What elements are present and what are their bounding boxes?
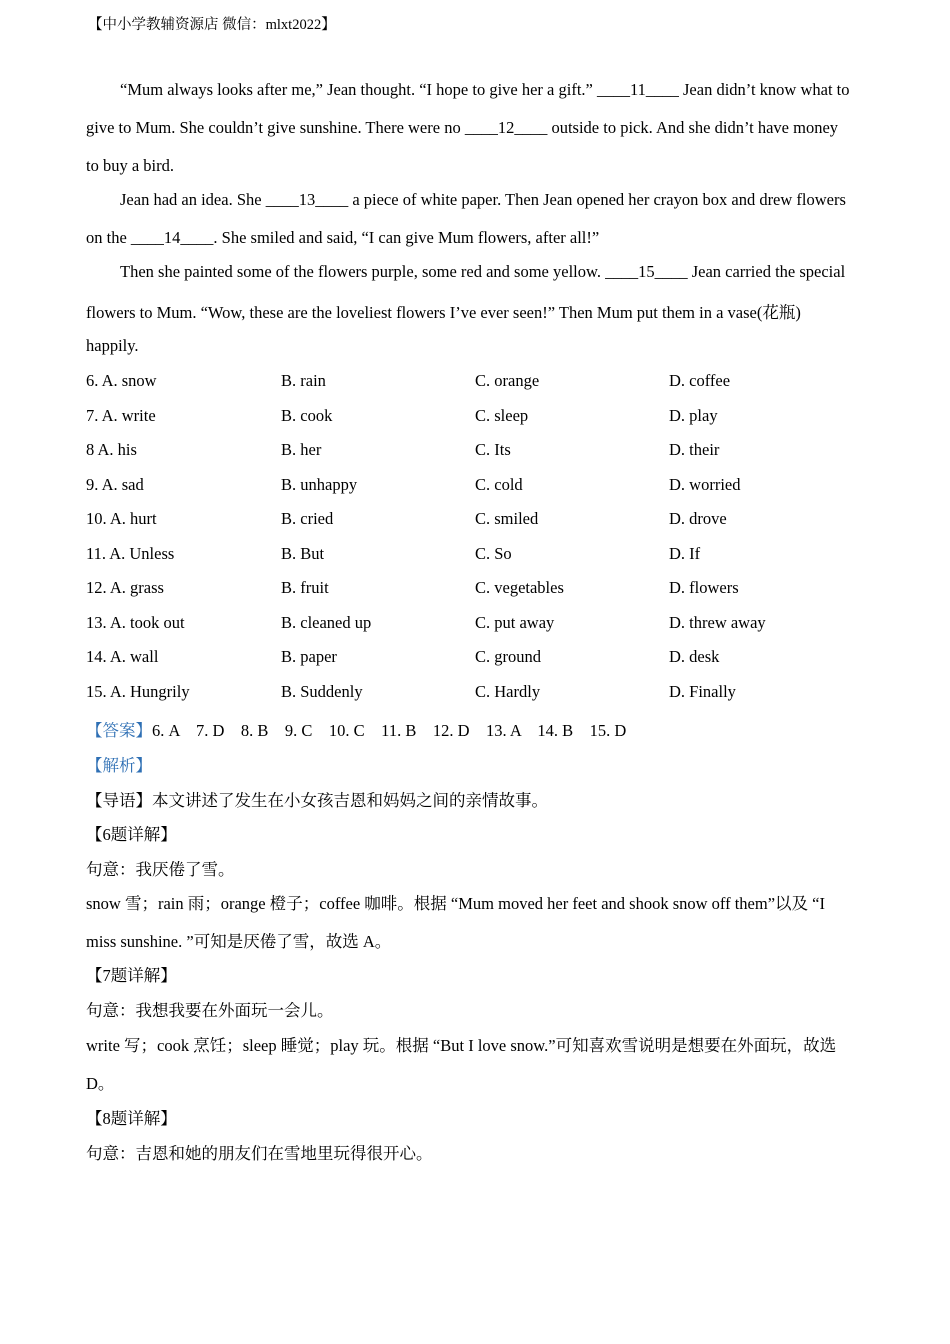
option-cell: 13. A. took out: [86, 612, 185, 632]
text-span: flowers to Mum. “Wow, these are the loveliest flowers I’ve ever seen!” Then Mum put them in a vase(花瓶): [86, 303, 801, 322]
text-span: . She smiled and said, “I can give Mum flowers, after all!”: [213, 228, 600, 247]
sentence-meaning: 句意：吉恩和她的朋友们在雪地里玩得很开心。: [86, 1144, 433, 1163]
passage-line: [86, 118, 838, 138]
page-header: 【中小学教辅资源店 微信：mlxt2022】: [88, 17, 336, 33]
option-cell: 7. A. write: [86, 405, 156, 425]
text-span: Jean had an idea. She: [120, 190, 266, 209]
option-cell: D. play: [669, 405, 718, 425]
text-span: Jean didn’t know what to: [678, 80, 850, 99]
blank-15: ____15____: [605, 262, 688, 281]
option-cell: 12. A. grass: [86, 578, 164, 597]
option-cell: D. drove: [669, 509, 727, 528]
option-cell: C. smiled: [475, 509, 539, 528]
text-span: on the: [86, 228, 131, 247]
text-span: “Mum always looks after me,” Jean thought. “I hope to give her a gift.”: [120, 80, 597, 99]
passage-line: [86, 299, 801, 323]
text-span: to buy a bird.: [86, 156, 174, 175]
option-cell: D. their: [669, 440, 720, 459]
blank-11: ____11____: [596, 80, 679, 99]
explanation-line: miss sunshine. ”可知是厌倦了雪，故选 A。: [86, 932, 392, 951]
passage-line: [120, 80, 850, 100]
passage-line: [120, 190, 846, 210]
blank-12: ____12____: [464, 118, 548, 137]
option-cell: 11. A. Unless: [86, 543, 175, 563]
option-cell: C. put away: [475, 612, 555, 632]
option-cell: C. Hardly: [475, 681, 541, 701]
option-cell: C. cold: [475, 474, 523, 494]
option-cell: C. So: [475, 543, 512, 563]
option-cell: 6. A. snow: [86, 371, 157, 390]
answer-line: [86, 717, 626, 741]
option-cell: B. fruit: [281, 578, 329, 597]
option-cell: B. unhappy: [281, 474, 358, 494]
text-span: outside to pick. And she didn’t have money: [547, 118, 839, 137]
option-cell: C. sleep: [475, 405, 529, 425]
question-heading: 【7题详解】: [86, 966, 177, 985]
explanation-line: write 写；cook 烹饪；sleep 睡觉；play 玩。根据 “But I love snow.”可知喜欢雪说明是想要在外面玩，故选: [86, 1036, 837, 1055]
option-cell: B. cried: [281, 509, 334, 528]
sentence-meaning: 句意：我厌倦了雪。: [86, 860, 235, 879]
option-cell: 14. A. wall: [86, 647, 159, 666]
answer-label: 【答案】: [86, 721, 152, 740]
explanation-line: snow 雪；rain 雨；orange 橙子；coffee 咖啡。根据 “Mum moved her feet and shook snow off them”以及 “I: [86, 894, 825, 913]
option-cell: 10. A. hurt: [86, 509, 157, 528]
option-cell: B. her: [281, 440, 322, 459]
intro-line: 【导语】本文讲述了发生在小女孩吉恩和妈妈之间的亲情故事。: [86, 791, 548, 810]
passage-line: [120, 262, 845, 282]
analysis-label: 【解析】: [86, 756, 152, 775]
option-cell: B. cleaned up: [281, 612, 372, 632]
option-cell: B. Suddenly: [281, 681, 363, 701]
option-cell: B. cook: [281, 405, 333, 425]
option-cell: B. paper: [281, 647, 337, 666]
text-span: give to Mum. She couldn’t give sunshine. There were no: [86, 118, 465, 137]
option-cell: B. But: [281, 543, 325, 563]
sentence-meaning: 句意：我想我要在外面玩一会儿。: [86, 1001, 334, 1020]
option-cell: D. desk: [669, 647, 720, 666]
option-cell: D. Finally: [669, 681, 736, 701]
option-cell: B. rain: [281, 371, 326, 390]
option-cell: D. flowers: [669, 578, 739, 597]
option-cell: D. If: [669, 543, 701, 563]
option-cell: C. vegetables: [475, 578, 564, 597]
question-heading: 【6题详解】: [86, 825, 177, 844]
option-cell: D. worried: [669, 474, 741, 494]
blank-13: ____13____: [265, 190, 349, 209]
text-span: a piece of white paper. Then Jean opened her crayon box and drew flowers: [348, 190, 846, 209]
blank-14: ____14____: [130, 228, 214, 247]
explanation-line: D。: [86, 1074, 115, 1093]
option-cell: 15. A. Hungrily: [86, 681, 190, 701]
text-span: Then she painted some of the flowers purple, some red and some yellow.: [120, 262, 606, 281]
text-span: Jean carried the special: [687, 262, 846, 281]
passage-line: [86, 336, 139, 356]
question-heading: 【8题详解】: [86, 1109, 177, 1128]
text-span: happily.: [86, 336, 139, 355]
option-cell: D. coffee: [669, 371, 731, 390]
option-cell: 9. A. sad: [86, 474, 144, 494]
option-cell: C. Its: [475, 440, 511, 459]
option-cell: D. threw away: [669, 612, 766, 632]
passage-line: [86, 156, 174, 176]
answer-key: 6. A 7. D 8. B 9. C 10. C 11. B 12. D 13. A 14. B 15. D: [152, 721, 627, 740]
passage-line: [86, 228, 599, 248]
option-cell: C. orange: [475, 371, 540, 390]
option-cell: C. ground: [475, 647, 541, 666]
option-cell: 8 A. his: [86, 440, 137, 459]
